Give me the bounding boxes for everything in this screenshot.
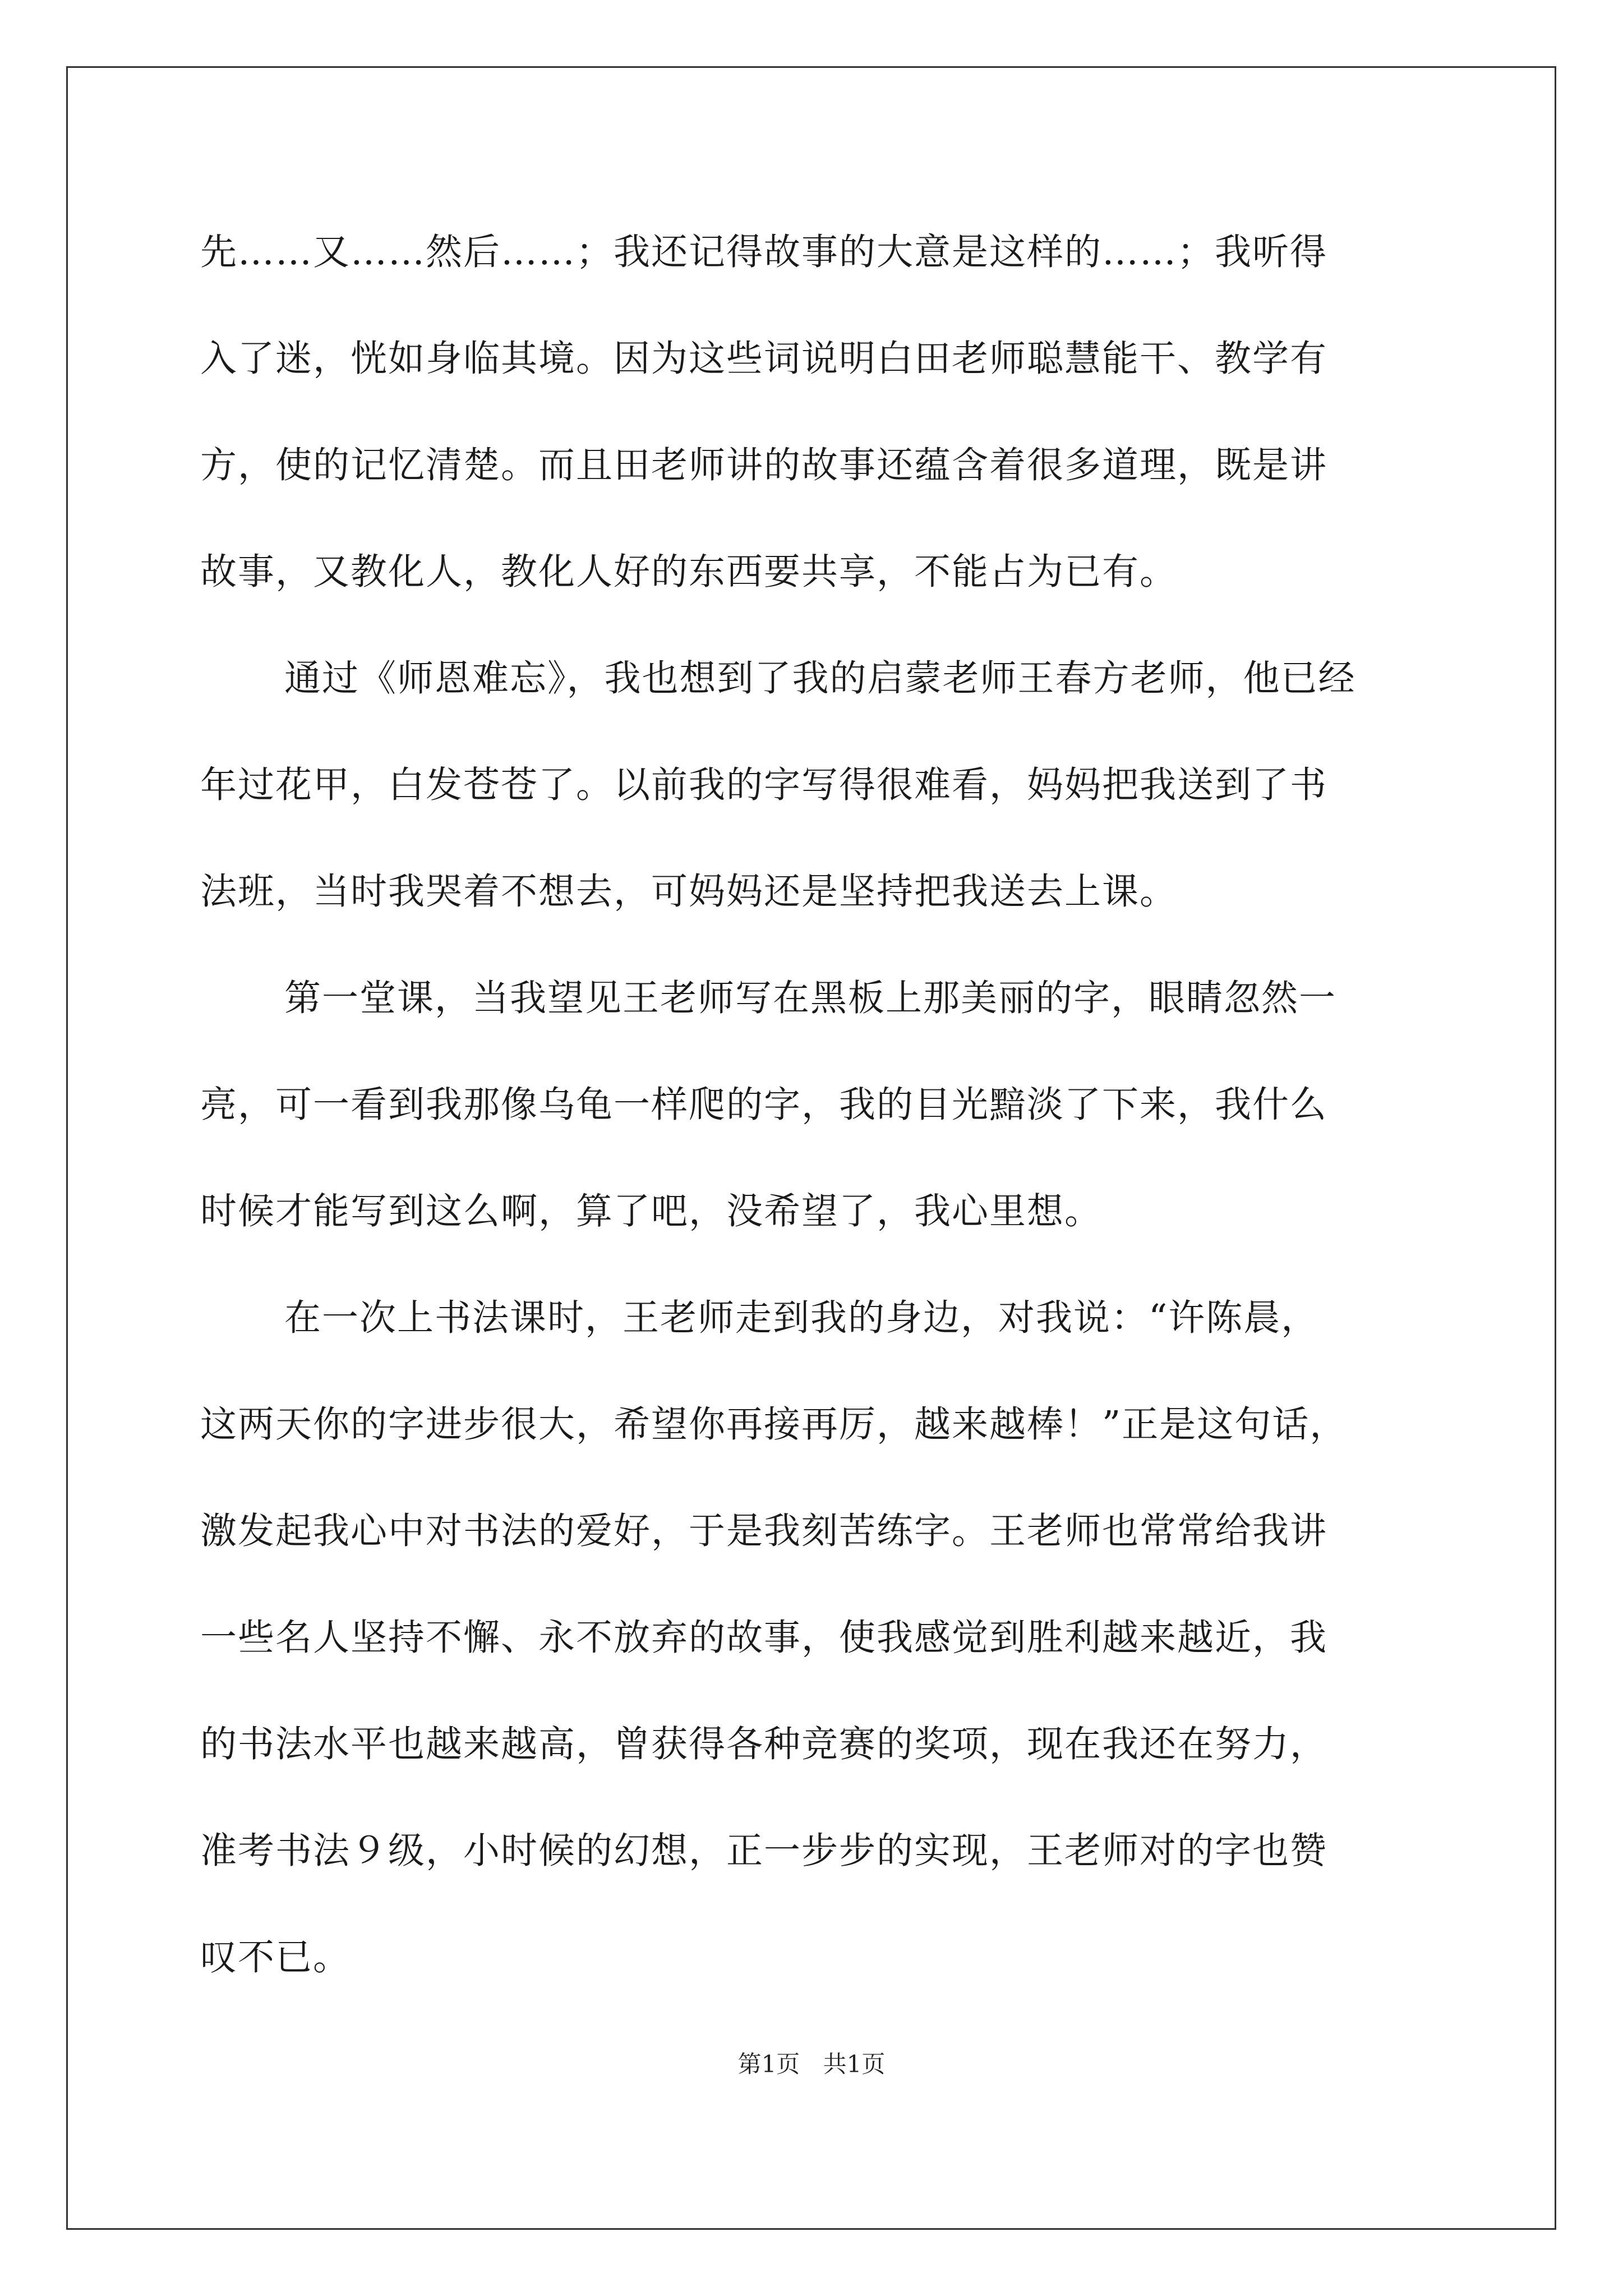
text-line: 先……又……然后……；我还记得故事的大意是这样的……；我听得 bbox=[200, 231, 1328, 273]
paragraph-1 bbox=[200, 224, 1451, 651]
paragraph-4 bbox=[200, 1290, 1451, 2036]
paragraph-3 bbox=[200, 970, 1451, 1290]
text-line: 准考书法９级，小时候的幻想，正一步步的实现，王老师对的字也赞 bbox=[200, 1830, 1328, 1872]
text-line: 叹不已。 bbox=[200, 1936, 351, 1978]
paragraph-2 bbox=[200, 651, 1451, 970]
text-line: 年过花甲，白发苍苍了。以前我的字写得很难看，妈妈把我送到了书 bbox=[200, 764, 1328, 806]
text-line: 亮，可一看到我那像乌龟一样爬的字，我的目光黯淡了下来，我什么 bbox=[200, 1084, 1328, 1126]
page-total: 共1页 bbox=[823, 2050, 886, 2078]
text-line: 的书法水平也越来越高，曾获得各种竞赛的奖项，现在我还在努力， bbox=[200, 1723, 1328, 1765]
text-line: 方，使的记忆清楚。而且田老师讲的故事还蕴含着很多道理，既是讲 bbox=[200, 444, 1328, 486]
text-line: 入了迷，恍如身临其境。因为这些词说明白田老师聪慧能干、教学有 bbox=[200, 338, 1328, 380]
text-line: 第一堂课，当我望见王老师写在黑板上那美丽的字，眼睛忽然一 bbox=[284, 977, 1337, 1019]
text-line: 激发起我心中对书法的爱好，于是我刻苦练字。王老师也常常给我讲 bbox=[200, 1510, 1328, 1552]
text-line: 时候才能写到这么啊，算了吧，没希望了，我心里想。 bbox=[200, 1190, 1103, 1232]
text-line: 故事，又教化人，教化人好的东西要共享，不能占为已有。 bbox=[200, 551, 1178, 593]
document-body bbox=[200, 224, 1451, 2036]
page-footer bbox=[0, 2047, 1623, 2081]
text-line: 通过《师恩难忘》，我也想到了我的启蒙老师王春方老师，他已经 bbox=[284, 657, 1356, 700]
text-line: 在一次上书法课时，王老师走到我的身边，对我说：“许陈晨， bbox=[284, 1297, 1319, 1339]
text-line: 一些名人坚持不懈、永不放弃的故事，使我感觉到胜利越来越近，我 bbox=[200, 1617, 1328, 1659]
text-line: 法班，当时我哭着不想去，可妈妈还是坚持把我送去上课。 bbox=[200, 871, 1178, 913]
text-line: 这两天你的字进步很大，希望你再接再厉，越来越棒！”正是这句话， bbox=[200, 1404, 1348, 1446]
page-number: 第1页 bbox=[737, 2050, 800, 2078]
